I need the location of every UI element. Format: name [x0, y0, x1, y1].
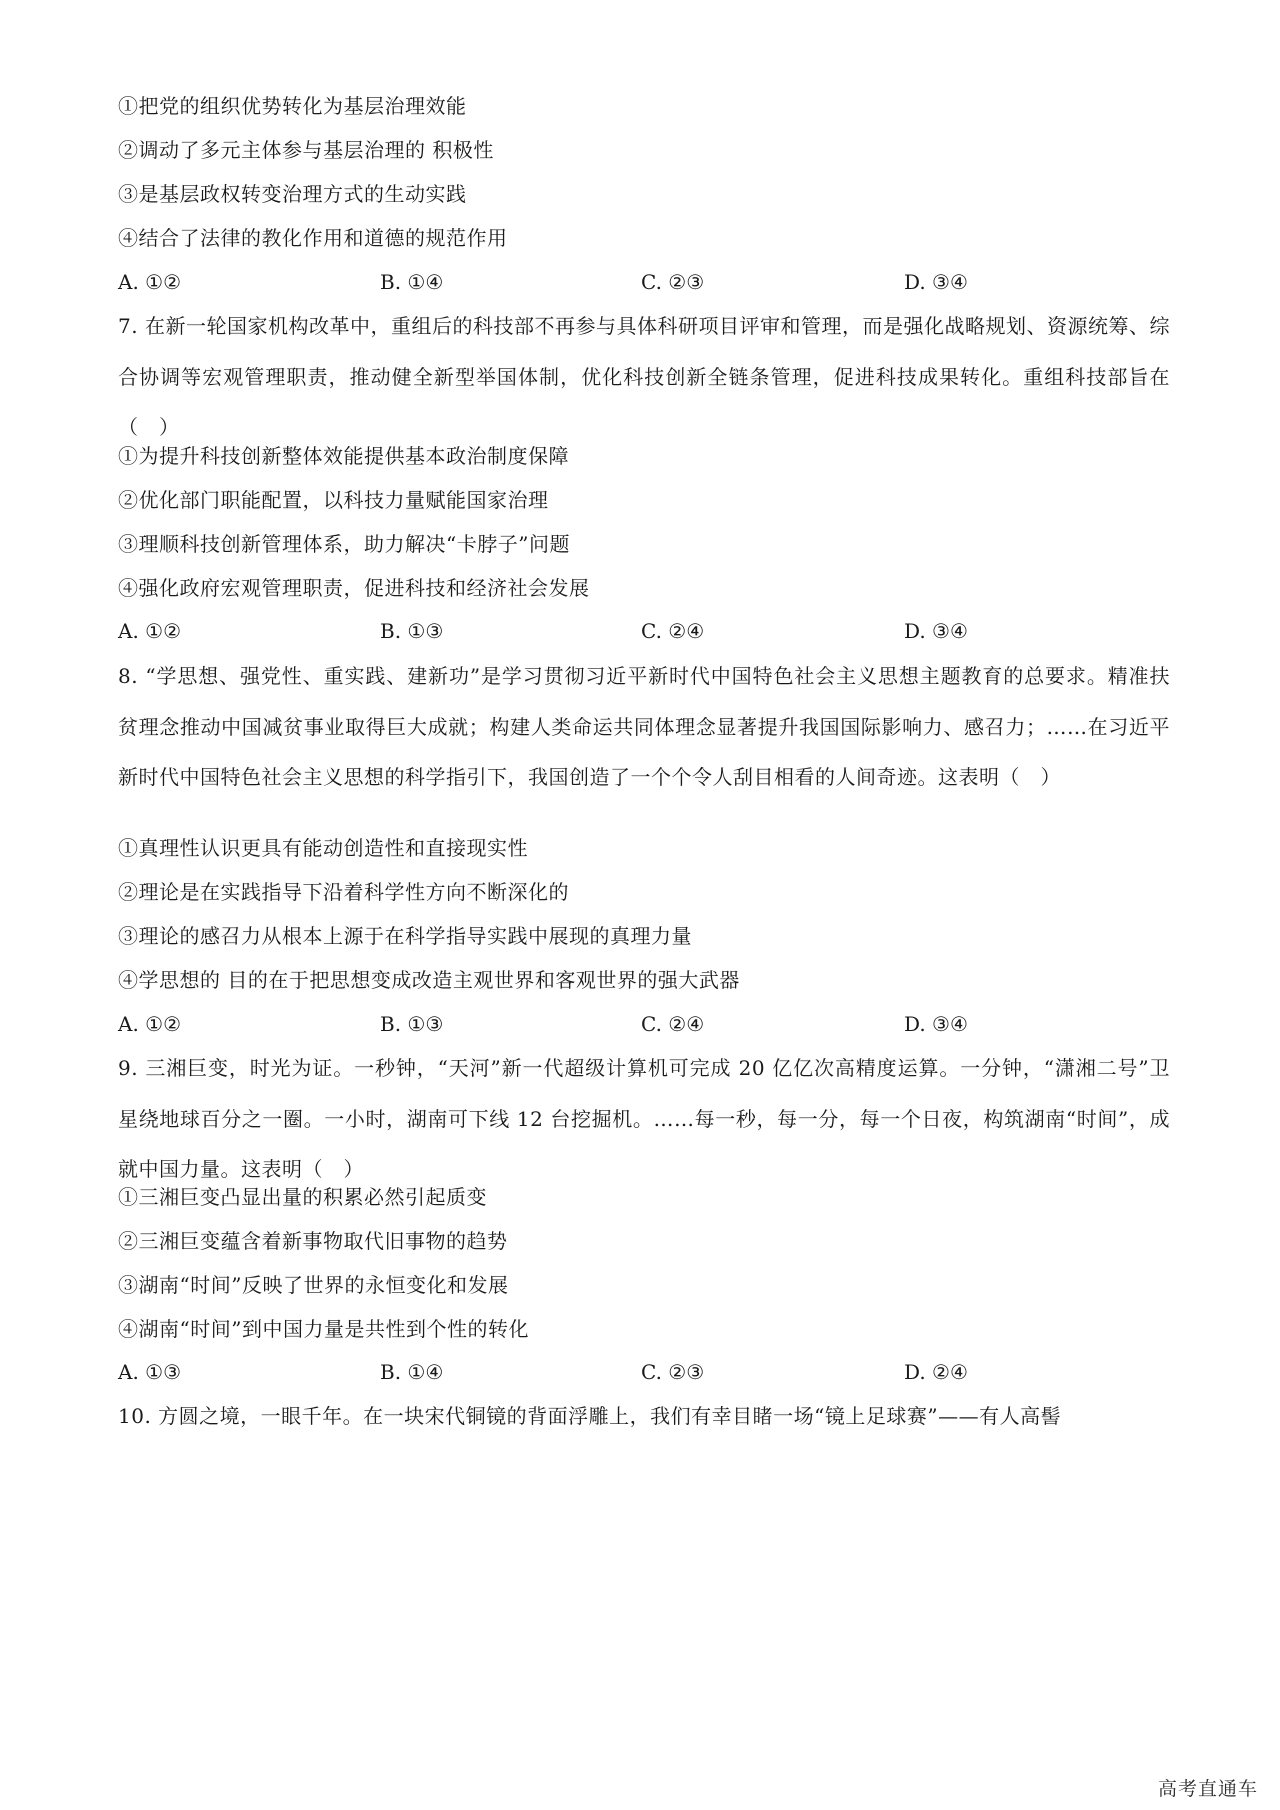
q7-choice-c: C. ②④ — [641, 619, 705, 643]
q8-choice-c: C. ②④ — [641, 1012, 705, 1036]
q9-choices — [118, 1358, 1170, 1386]
q8-option-1: ①真理性认识更具有能动创造性和直接现实性 — [118, 836, 528, 860]
q10-stem: 10. 方圆之境，一眼千年。在一块宋代铜镜的背面浮雕上，我们有幸目睹一场“镜上足球赛”——有人高髻 — [118, 1404, 1062, 1428]
q8-choice-b: B. ①③ — [380, 1012, 444, 1036]
q6-choice-b: B. ①④ — [380, 270, 444, 294]
q9-option-3: ③湖南“时间”反映了世界的永恒变化和发展 — [118, 1273, 509, 1297]
q9-choice-b: B. ①④ — [380, 1360, 444, 1384]
q8-option-2: ②理论是在实践指导下沿着科学性方向不断深化的 — [118, 880, 569, 904]
q6-choice-c: C. ②③ — [641, 270, 705, 294]
q7-option-1: ①为提升科技创新整体效能提供基本政治制度保障 — [118, 444, 569, 468]
q8-stem: 8. “学思想、强党性、重实践、建新功”是学习贯彻习近平新时代中国特色社会主义思想主题教育的总要求。精准扶贫理念推动中国减贫事业取得巨大成就；构建人类命运共同体理念显著提升我国国际影响力、感召力；……在习近平新时代中国特色社会主义思想的科学指引下，我国创造了一个个令人刮目相看的人间奇迹。这表明（ ） — [118, 664, 1170, 789]
q7-option-3: ③理顺科技创新管理体系，助力解决“卡脖子”问题 — [118, 532, 570, 556]
q8-option-4: ④学思想的 目的在于把思想变成改造主观世界和客观世界的强大武器 — [118, 968, 740, 992]
q8-choice-d: D. ③④ — [904, 1012, 968, 1036]
q8-option-3: ③理论的感召力从根本上源于在科学指导实践中展现的真理力量 — [118, 924, 692, 948]
q7-stem: 7. 在新一轮国家机构改革中，重组后的科技部不再参与具体科研项目评审和管理，而是强化战略规划、资源统筹、综合协调等宏观管理职责，推动健全新型举国体制，优化科技创新全链条管理，促进科技成果转化。重组科技部旨在（ ） — [118, 314, 1170, 439]
watermark-text: 高考直通车 — [1157, 1778, 1258, 1800]
q7-choice-b: B. ①③ — [380, 619, 444, 643]
q9-option-4: ④湖南“时间”到中国力量是共性到个性的转化 — [118, 1317, 529, 1341]
q9-option-1: ①三湘巨变凸显出量的积累必然引起质变 — [118, 1185, 487, 1209]
q9-choice-a: A. ①③ — [118, 1360, 182, 1384]
q6-option-1: ①把党的组织优势转化为基层治理效能 — [118, 94, 467, 118]
q8-choice-a: A. ①② — [118, 1012, 182, 1036]
q9-choice-c: C. ②③ — [641, 1360, 705, 1384]
q9-option-2: ②三湘巨变蕴含着新事物取代旧事物的趋势 — [118, 1229, 508, 1253]
q6-choice-d: D. ③④ — [904, 270, 968, 294]
q8-choices — [118, 1010, 1170, 1038]
q9-choice-d: D. ②④ — [904, 1360, 968, 1384]
q6-option-4: ④结合了法律的教化作用和道德的规范作用 — [118, 226, 508, 250]
q6-choices — [118, 268, 1170, 296]
q9-stem: 9. 三湘巨变，时光为证。一秒钟，“天河”新一代超级计算机可完成 20 亿亿次高精度运算。一分钟，“潇湘二号”卫星绕地球百分之一圈。一小时，湖南可下线 12 台挖掘机。……每一秒，每一分，每一个日夜，构筑湖南“时间”，成就中国力量。这表明（ ） — [118, 1056, 1170, 1181]
q7-option-2: ②优化部门职能配置，以科技力量赋能国家治理 — [118, 488, 549, 512]
q7-choice-d: D. ③④ — [904, 619, 968, 643]
q6-option-3: ③是基层政权转变治理方式的生动实践 — [118, 182, 467, 206]
q6-choice-a: A. ①② — [118, 270, 182, 294]
q7-choices — [118, 617, 1170, 645]
q7-choice-a: A. ①② — [118, 619, 182, 643]
q7-option-4: ④强化政府宏观管理职责，促进科技和经济社会发展 — [118, 576, 590, 600]
q6-option-2: ②调动了多元主体参与基层治理的 积极性 — [118, 138, 494, 162]
